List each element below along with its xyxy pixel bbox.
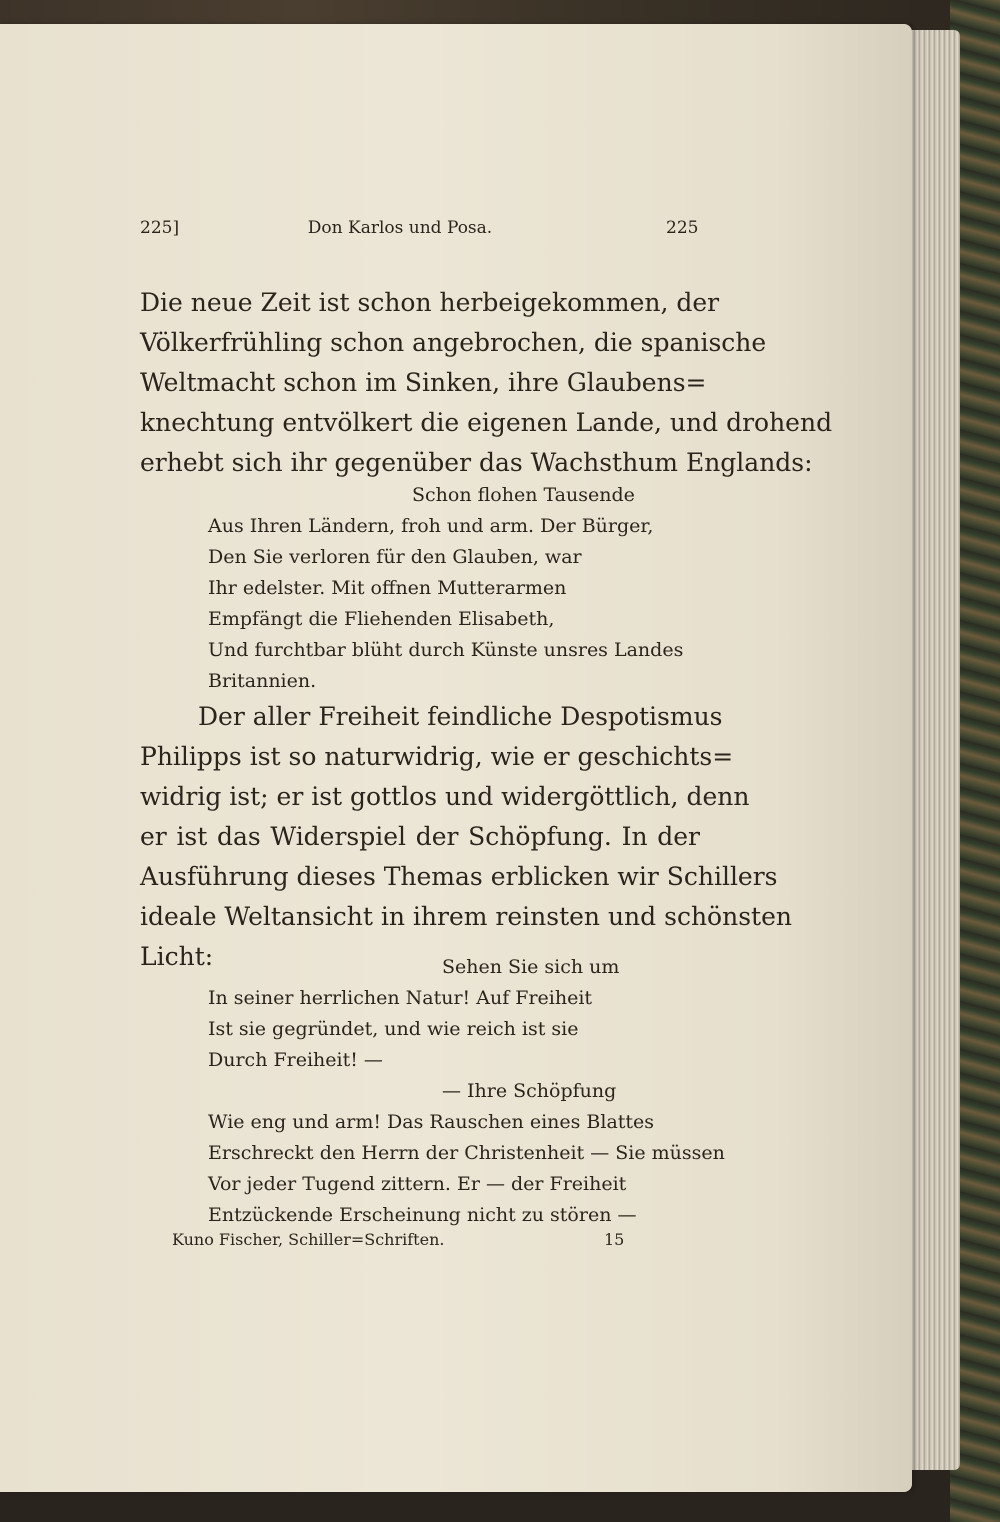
verse-line: Wie eng und arm! Das Rauschen eines Blattes <box>208 1111 655 1133</box>
verse-line: Empfängt die Fliehenden Elisabeth, <box>208 608 555 630</box>
footer-signature: Kuno Fischer, Schiller=Schriften. <box>172 1230 445 1249</box>
text-line: ideale Weltansicht in ihrem reinsten und schönsten <box>140 902 792 931</box>
text-line: Der aller Freiheit feindliche Despotismus <box>198 702 723 731</box>
verse-quote-1 <box>208 480 683 697</box>
verse-line: Aus Ihren Ländern, froh und arm. Der Bürger, <box>208 515 654 537</box>
header-left-page-number: 225] <box>140 218 180 238</box>
verse-line: Britannien. <box>208 670 317 692</box>
verse-line: Erschreckt den Herrn der Christenheit — Sie müssen <box>208 1142 725 1164</box>
verse-line: In seiner herrlichen Natur! Auf Freiheit <box>208 987 593 1009</box>
text-line: Philipps ist so naturwidrig, wie er geschichts= <box>140 742 734 771</box>
text-line: Licht: <box>140 942 214 971</box>
text-line: widrig ist; er ist gottlos und widergöttlich, denn <box>140 782 750 811</box>
paragraph-2 <box>140 697 792 977</box>
verse-line: Den Sie verloren für den Glauben, war <box>208 546 582 568</box>
footer-sheet-number: 15 <box>604 1230 625 1249</box>
verse-quote-2 <box>208 952 725 1231</box>
verse-line: Ihr edelster. Mit offnen Mutterarmen <box>208 577 567 599</box>
text-line: er ist das Widerspiel der Schöpfung. In der <box>140 822 700 851</box>
verse-line: Vor jeder Tugend zittern. Er — der Freiheit <box>208 1173 627 1195</box>
text-line: Völkerfrühling schon angebrochen, die spanische <box>140 328 767 357</box>
verse-line: Entzückende Erscheinung nicht zu stören — <box>208 1204 637 1226</box>
verse-line: Schon flohen Tausende <box>412 484 635 506</box>
paragraph-1 <box>140 283 833 483</box>
text-line: erhebt sich ihr gegenüber das Wachsthum Englands: <box>140 448 813 477</box>
verse-line: Und furchtbar blüht durch Künste unsres Landes <box>208 639 684 661</box>
text-line: Ausführung dieses Themas erblicken wir Schillers <box>140 862 778 891</box>
verse-line: Ist sie gegründet, und wie reich ist sie <box>208 1018 579 1040</box>
header-right-page-number: 225 <box>666 218 699 238</box>
text-line: knechtung entvölkert die eigenen Lande, und drohend <box>140 408 833 437</box>
text-line: Weltmacht schon im Sinken, ihre Glaubens= <box>140 368 707 397</box>
running-title: Don Karlos und Posa. <box>307 218 493 238</box>
text-line: Die neue Zeit ist schon herbeigekommen, der <box>140 288 720 317</box>
verse-line: Sehen Sie sich um <box>442 956 620 978</box>
verse-line: — Ihre Schöpfung <box>442 1080 617 1102</box>
verse-line: Durch Freiheit! — <box>208 1049 383 1071</box>
